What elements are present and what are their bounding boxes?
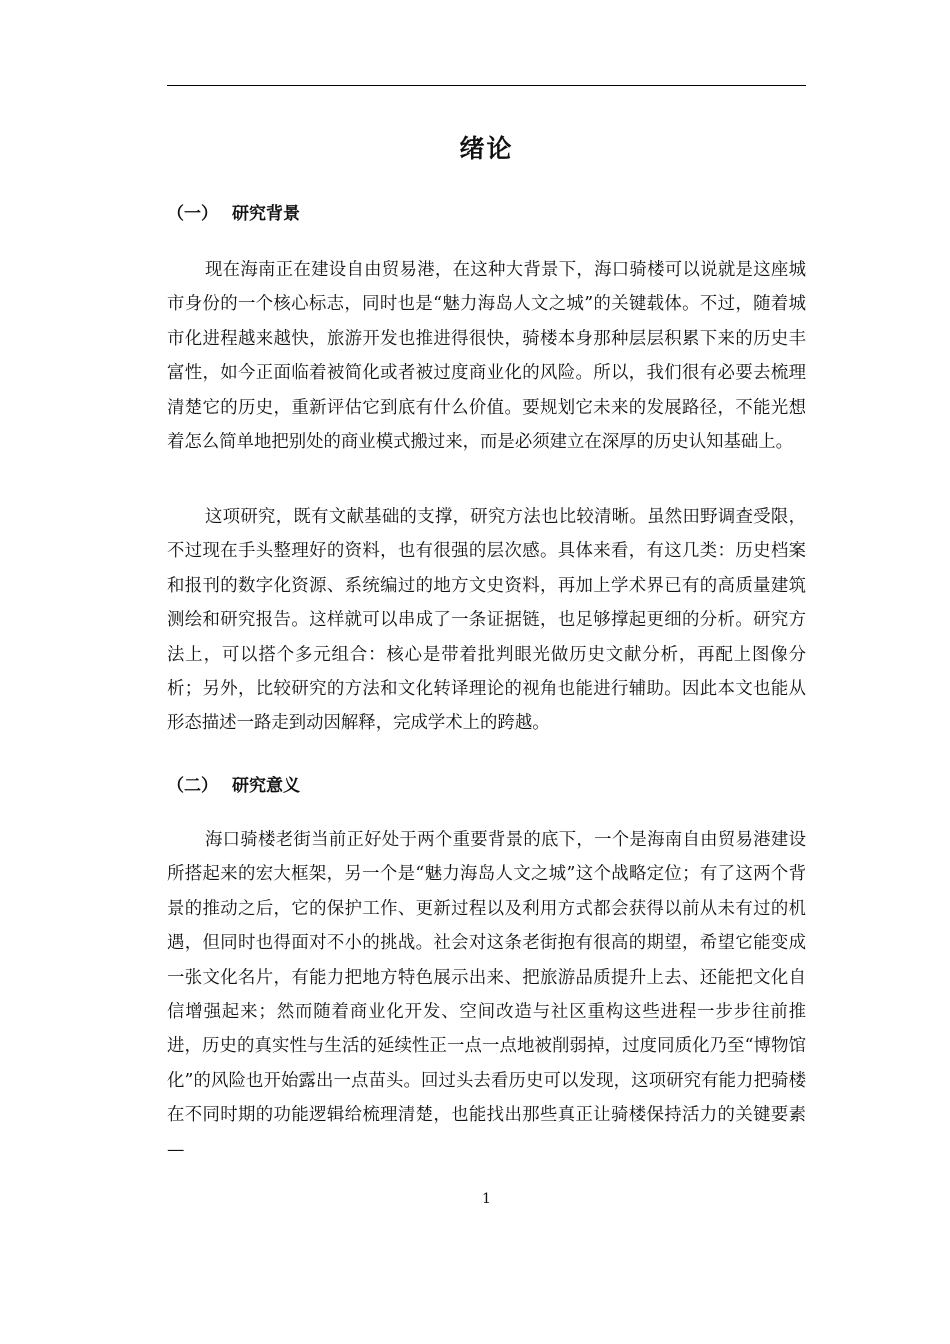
header-rule: [167, 85, 806, 86]
body-paragraph: 现在海南正在建设自由贸易港，在这种大背景下，海口骑楼可以说就是这座城市身份的一个核心标志，同时也是“魅力海岛人文之城”的关键载体。不过，随着城市化进程越来越快，旅游开发也推进得很快，骑楼本身那种层层积累下来的历史丰富性，如今正面临着被简化或者被过度商业化的风险。所以，我们很有必要去梳理清楚它的历史，重新评估它到底有什么价值。要规划它未来的发展路径，不能光想着怎么简单地把别处的商业模式搬过来，而是必须建立在深厚的历史认知基础上。: [167, 260, 806, 453]
section-heading-significance: [167, 773, 806, 799]
section-number: （二）: [167, 776, 218, 796]
body-paragraph: 海口骑楼老街当前正好处于两个重要背景的底下，一个是海南自由贸易港建设所搭起来的宏大框架，另一个是“魅力海岛人文之城”这个战略定位；有了这两个背景的推动之后，它的保护工作、更新过程以及利用方式都会获得以前从未有过的机遇，但同时也得面对不小的挑战。社会对这条老街抱有很高的期望，希望它能变成一张文化名片，有能力把地方特色展示出来、把旅游品质提升上去、还能把文化自信增强起来；然而随着商业化开发、空间改造与社区重构这些进程一步步往前推进，历史的真实性与生活的延续性正一点一点地被削弱掉，过度同质化乃至“博物馆化”的风险也开始露出一点苗头。回过头去看历史可以发现，这项研究有能力把骑楼在不同时期的功能逻辑给梳理清楚，也能找出那些真正让骑楼保持活力的关键要素—: [167, 830, 806, 1160]
section-heading-background: [167, 201, 806, 227]
page-title: 绪论: [459, 134, 514, 163]
body-paragraph: 这项研究，既有文献基础的支撑，研究方法也比较清晰。虽然田野调查受限，不过现在手头整理好的资料，也有很强的层次感。具体来看，有这几类：历史档案和报刊的数字化资源、系统编过的地方文史资料，再加上学术界已有的高质量建筑测绘和研究报告。这样就可以串成了一条证据链，也足够撑起更细的分析。研究方法上，可以搭个多元组合：核心是带着批判眼光做历史文献分析，再配上图像分析；另外，比较研究的方法和文化转译理论的视角也能进行辅助。因此本文也能从形态描述一路走到动因解释，完成学术上的跨越。: [167, 507, 806, 734]
section-heading-text: 研究意义: [232, 776, 300, 796]
section-number: （一）: [167, 204, 218, 224]
page-number: 1: [482, 1191, 491, 1207]
section-heading-text: 研究背景: [232, 204, 300, 224]
